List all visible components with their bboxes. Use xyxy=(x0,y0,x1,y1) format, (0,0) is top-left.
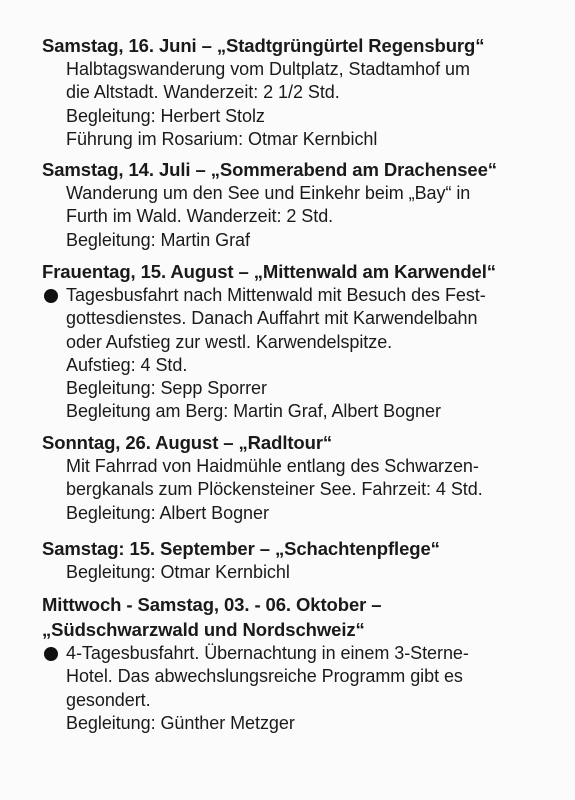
event-line-text: Tagesbusfahrt nach Mittenwald mit Besuch des Fest- xyxy=(66,285,486,305)
event-heading: Sonntag, 26. August – „Radltour“ xyxy=(42,432,333,453)
event-line: Wanderung um den See und Einkehr beim „Bay“ in xyxy=(66,183,471,203)
event-line: Begleitung: Albert Bogner xyxy=(66,502,269,523)
event-description xyxy=(42,284,562,424)
event-description xyxy=(42,182,562,252)
event-line xyxy=(66,642,562,665)
event-description xyxy=(42,642,562,735)
event-heading: Frauentag, 15. August – „Mittenwald am Karwendel“ xyxy=(42,261,496,282)
event-line: Mit Fahrrad von Haidmühle entlang des Schwarzen- xyxy=(66,456,479,476)
event-description xyxy=(42,58,562,151)
event-mittenwald-karwendel xyxy=(42,259,562,424)
event-heading: Samstag: 15. September – „Schachtenpflege“ xyxy=(42,538,440,559)
event-heading: Samstag, 14. Juli – „Sommerabend am Drachensee“ xyxy=(42,159,497,180)
event-heading-continued: „Südschwarzwald und Nordschweiz“ xyxy=(42,619,365,640)
event-stadtgruenguertel xyxy=(42,33,562,151)
event-line xyxy=(66,284,562,307)
event-line: Aufstieg: 4 Std. xyxy=(66,354,188,375)
event-line: die Altstadt. Wanderzeit: 2 1/2 Std. xyxy=(66,82,340,103)
event-radltour xyxy=(42,430,562,525)
event-line: gesondert. xyxy=(66,689,151,710)
event-line: Begleitung: Günther Metzger xyxy=(66,712,295,733)
event-line-text: 4-Tagesbusfahrt. Übernachtung in einem 3-Sterne- xyxy=(66,643,469,663)
bullet-icon xyxy=(44,647,58,661)
event-line: oder Aufstieg zur westl. Karwendelspitze. xyxy=(66,331,393,352)
event-line: bergkanals zum Plöckensteiner See. Fahrzeit: 4 Std. xyxy=(66,479,483,500)
event-line: gottesdienstes. Danach Auffahrt mit Karwendelbahn xyxy=(66,308,478,329)
event-heading: Samstag, 16. Juni – „Stadtgrüngürtel Regensburg“ xyxy=(42,35,485,56)
event-description xyxy=(42,455,562,525)
event-line: Begleitung: Herbert Stolz xyxy=(66,105,265,126)
event-line: Hotel. Das abwechslungsreiche Programm gibt es xyxy=(66,666,463,687)
event-description xyxy=(42,561,562,584)
event-line: Begleitung: Sepp Sporrer xyxy=(66,378,267,399)
event-line: Furth im Wald. Wanderzeit: 2 Std. xyxy=(66,206,334,227)
event-sommerabend-drachensee xyxy=(42,157,562,252)
event-line: Begleitung am Berg: Martin Graf, Albert Bogner xyxy=(66,401,441,422)
event-line: Halbtagswanderung vom Dultplatz, Stadtamhof um xyxy=(66,59,470,79)
bullet-icon xyxy=(44,289,58,303)
event-line: Führung im Rosarium: Otmar Kernbichl xyxy=(66,128,378,149)
event-line: Begleitung: Otmar Kernbichl xyxy=(66,562,290,582)
event-suedschwarzwald-nordschweiz xyxy=(42,592,562,735)
event-schachtenpflege xyxy=(42,536,562,584)
event-line: Begleitung: Martin Graf xyxy=(66,229,250,250)
event-heading: Mittwoch - Samstag, 03. - 06. Oktober – xyxy=(42,594,382,615)
